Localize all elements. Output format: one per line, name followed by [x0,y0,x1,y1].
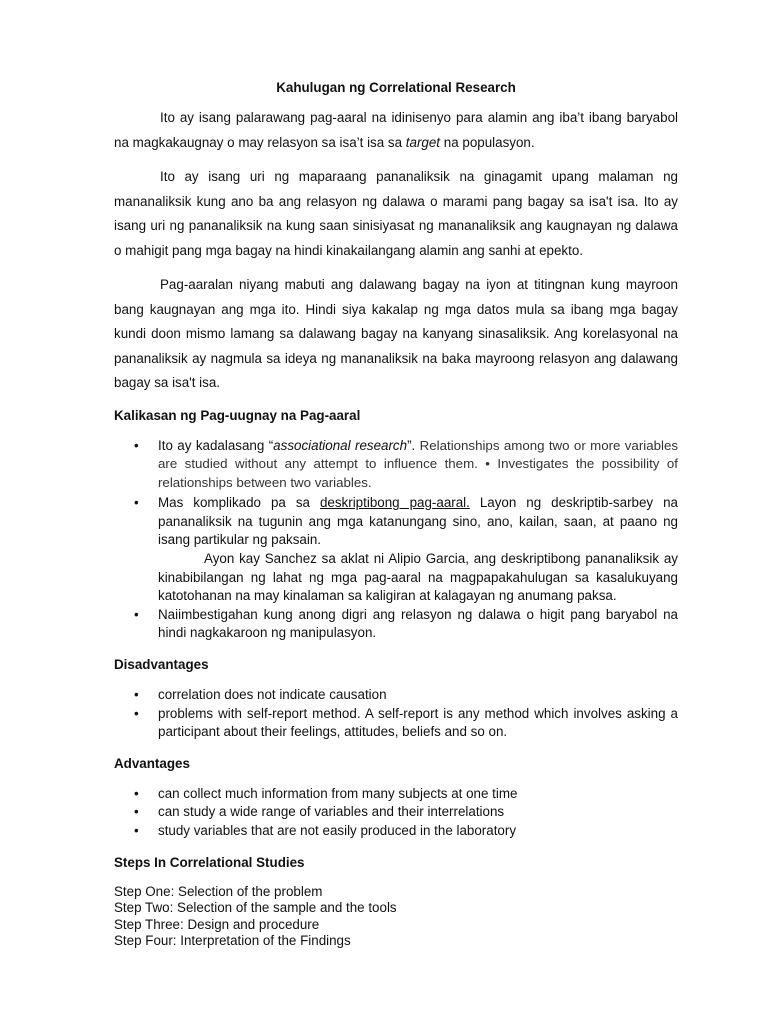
k-b2-sub-paragraph: Ayon kay Sanchez sa aklat ni Alipio Garcia, ang deskriptibong pananaliksik ay kinabibilangan ng lahat ng mga pag-aaral na magpapakahulugan sa kasalukuyang katotohanan na may kinalaman sa kaligiran at kalagayan ng anumang paksa. [158,551,678,604]
intro-p1-text-b: na populasyon. [440,134,535,150]
intro-p1-text-a: Ito ay isang palarawang pag-aaral na idinisenyo para alamin ang iba’t ibang baryabol na magkakaugnay o may relasyon sa isa’t isa sa [114,110,678,150]
disadvantages-heading: Disadvantages [114,657,209,673]
intro-paragraph-2: Ito ay isang uri ng maparaang pananaliksik na ginagamit upang malaman ng mananaliksik kung ano ba ang relasyon ng dalawa o marami pang bagay sa isa't isa. Ito ay isang uri ng pananaliksik na kung saan sinisiyasat ng mananaliksik ang kaugnayan ng dalawa o mahigit pang mga bagay na hindi kinakailangang alamin ang sanhi at epekto. [114,169,678,258]
k-b1-text-b: ”. [407,437,416,453]
k-b1-text-a: Ito ay kadalasang “ [158,437,274,453]
step-item: Step Two: Selection of the sample and the tools [114,900,397,916]
steps-heading: Steps In Correlational Studies [114,854,305,870]
kalikasan-list [114,437,678,644]
list-item: • can collect much information from many subjects at one time [114,785,678,804]
list-item [114,494,678,606]
disadvantages-list [114,686,678,742]
list-item: • can study a wide range of variables and their interrelations [114,803,678,822]
document-title: Kahulugan ng Correlational Research [276,80,516,95]
kalikasan-heading: Kalikasan ng Pag-uugnay na Pag-aaral [114,407,361,423]
list-item: • Naiimbestigahan kung anong digri ang relasyon ng dalawa o higit pang baryabol na hindi nagkakaroon ng manipulasyon. [114,606,678,643]
k-b2-text-b: Layon ng deskriptib-sarbey na pananaliksik na tugunin ang mga katanungang sino, ano, kailan, saan, at paano ng isang partikular ng paksain. [158,495,678,548]
list-item: • study variables that are not easily produced in the laboratory [114,822,678,841]
step-item: Step One: Selection of the problem [114,883,323,899]
advantages-heading: Advantages [114,755,190,771]
k-b2-text-a: Mas komplikado pa sa [158,495,320,511]
k-b2-underline: deskriptibong pag-aaral. [319,495,470,511]
advantages-list [114,785,678,841]
intro-p1-italic: target [405,134,441,150]
intro-paragraph-3: Pag-aaralan niyang mabuti ang dalawang bagay na iyon at titingnan kung mayroon bang kaugnayan ang mga ito. Hindi siya kakalap ng mga datos mula sa ibang mga bagay kundi doon mismo lamang sa dalawang bagay na kanyang sinasaliksik. Ang korelasyonal na pananaliksik ay nagmula sa ideya ng mananaliksik na baka mayroong relasyon ang dalawang bagay sa isa't isa. [114,277,678,390]
list-item: • correlation does not indicate causation [114,686,678,705]
step-item: Step Four: Interpretation of the Findings [114,933,351,949]
k-b1-pasted-text: Relationships among two or more variables are studied without any attempt to influence them. • Investigates the possibility of relationships between two variables. [158,437,678,490]
intro-paragraph-1 [114,106,678,155]
list-item: • problems with self-report method. A self-report is any method which involves asking a participant about their feelings, attitudes, beliefs and so on. [114,705,678,742]
steps-list [114,884,678,950]
k-b1-italic: associational research [273,437,408,453]
list-item [114,437,678,493]
step-item: Step Three: Design and procedure [114,916,320,932]
